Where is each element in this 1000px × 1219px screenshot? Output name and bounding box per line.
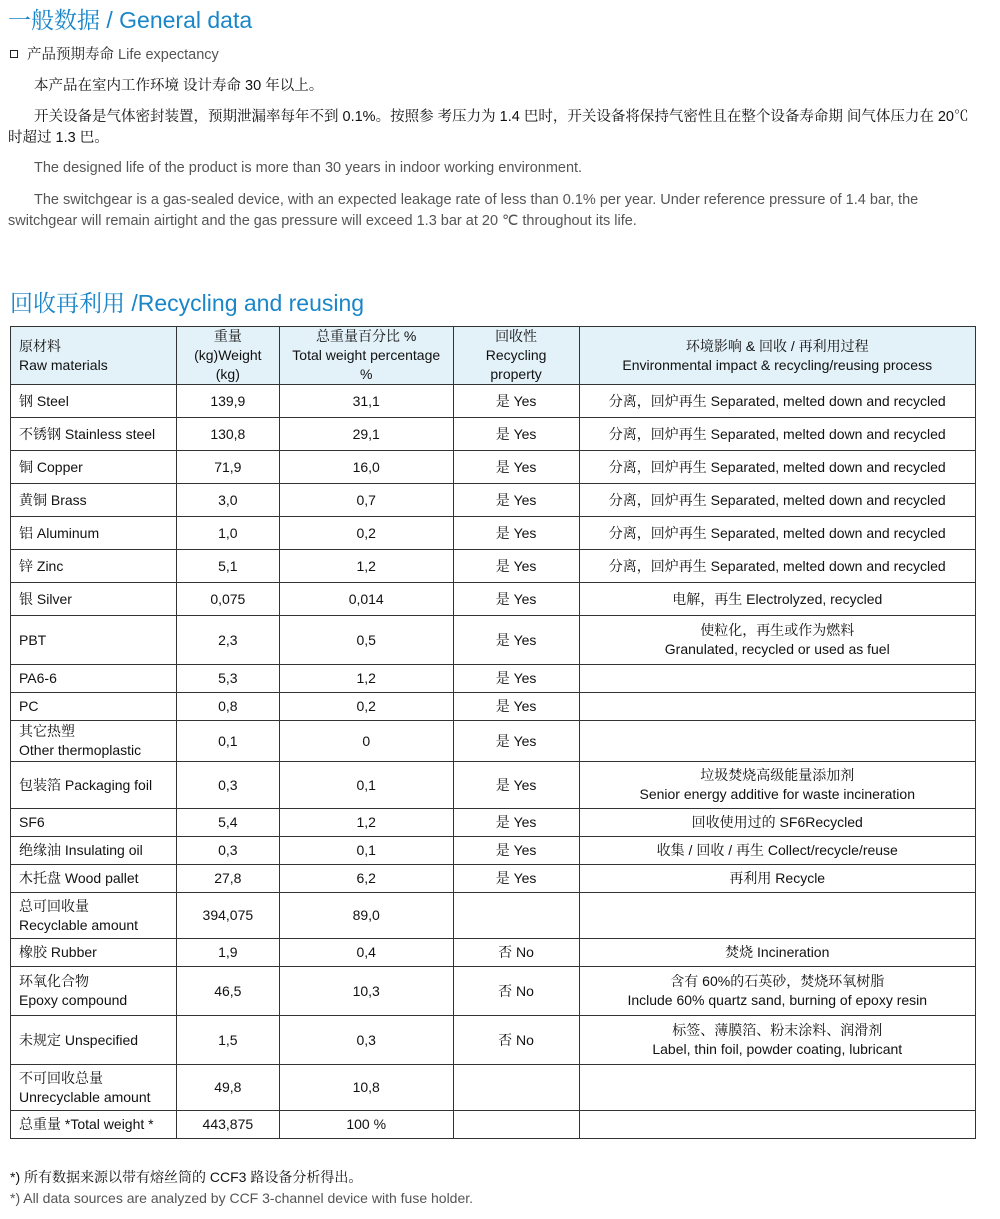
material-cell: 锌 Zinc bbox=[11, 550, 177, 583]
percentage-cell: 89,0 bbox=[279, 893, 453, 939]
table-row bbox=[11, 1016, 976, 1065]
weight-cell: 0,3 bbox=[176, 837, 279, 865]
table-row bbox=[11, 1111, 976, 1139]
material-cell: SF6 bbox=[11, 809, 177, 837]
weight-cell: 0,3 bbox=[176, 762, 279, 809]
table-row bbox=[11, 809, 976, 837]
process-cell: 焚烧 Incineration bbox=[579, 939, 975, 967]
process-cell: 分离，回炉再生 Separated, melted down and recycled bbox=[579, 451, 975, 484]
process-cell bbox=[579, 693, 975, 721]
table-row bbox=[11, 721, 976, 762]
general-data-heading: 一般数据 / General data bbox=[8, 7, 253, 33]
header-environmental-impact: 环境影响 & 回收 / 再利用过程 Environmental impact & recycling/reusing process bbox=[579, 327, 975, 385]
table-row bbox=[11, 550, 976, 583]
percentage-cell: 0,2 bbox=[279, 693, 453, 721]
recyclable-cell: 是 Yes bbox=[453, 418, 579, 451]
material-cell: PC bbox=[11, 693, 177, 721]
weight-cell: 3,0 bbox=[176, 484, 279, 517]
process-cell: 标签、薄膜箔、粉末涂料、润滑剂 Label, thin foil, powder coating, lubricant bbox=[579, 1016, 975, 1065]
table-row bbox=[11, 865, 976, 893]
material-cell: 黄铜 Brass bbox=[11, 484, 177, 517]
table-row bbox=[11, 385, 976, 418]
weight-cell: 1,9 bbox=[176, 939, 279, 967]
leakage-en: The switchgear is a gas-sealed device, with an expected leakage rate of less than 0.1% per year. Under reference pressure of 1.4 bar, the switchgear will remain airtight and the gas pressure will exceed 1.3 bar at 20 ℃ throughout its life. bbox=[8, 192, 919, 229]
weight-cell: 27,8 bbox=[176, 865, 279, 893]
recyclable-cell: 是 Yes bbox=[453, 693, 579, 721]
recyclable-cell: 是 Yes bbox=[453, 837, 579, 865]
life-expectancy-subheading bbox=[10, 43, 219, 64]
recyclable-cell: 否 No bbox=[453, 1016, 579, 1065]
material-cell: 铜 Copper bbox=[11, 451, 177, 484]
process-cell: 垃圾焚烧高级能量添加剂 Senior energy additive for waste incineration bbox=[579, 762, 975, 809]
process-cell: 使粒化，再生或作为燃料 Granulated, recycled or used as fuel bbox=[579, 616, 975, 665]
weight-cell: 2,3 bbox=[176, 616, 279, 665]
recyclable-cell: 是 Yes bbox=[453, 762, 579, 809]
header-raw-materials: 原材料 Raw materials bbox=[11, 327, 177, 385]
percentage-cell: 100 % bbox=[279, 1111, 453, 1139]
percentage-cell: 0 bbox=[279, 721, 453, 762]
recyclable-cell bbox=[453, 1065, 579, 1111]
material-cell: 银 Silver bbox=[11, 583, 177, 616]
percentage-cell: 31,1 bbox=[279, 385, 453, 418]
recyclable-cell: 是 Yes bbox=[453, 809, 579, 837]
percentage-cell: 0,5 bbox=[279, 616, 453, 665]
recyclable-cell: 是 Yes bbox=[453, 721, 579, 762]
percentage-cell: 0,7 bbox=[279, 484, 453, 517]
table-row bbox=[11, 484, 976, 517]
design-life-en: The designed life of the product is more than 30 years in indoor working environment. bbox=[34, 160, 583, 176]
process-cell: 分离，回炉再生 Separated, melted down and recycled bbox=[579, 484, 975, 517]
material-cell: 环氧化合物 Epoxy compound bbox=[11, 967, 177, 1016]
weight-cell: 0,8 bbox=[176, 693, 279, 721]
recyclable-cell bbox=[453, 1111, 579, 1139]
table-row bbox=[11, 616, 976, 665]
percentage-cell: 6,2 bbox=[279, 865, 453, 893]
recycling-table bbox=[10, 326, 976, 1139]
table-row bbox=[11, 665, 976, 693]
table-row bbox=[11, 451, 976, 484]
process-cell bbox=[579, 665, 975, 693]
recyclable-cell: 是 Yes bbox=[453, 484, 579, 517]
header-recycling-property: 回收性 Recycling property bbox=[453, 327, 579, 385]
material-cell: 包装箔 Packaging foil bbox=[11, 762, 177, 809]
recyclable-cell: 是 Yes bbox=[453, 451, 579, 484]
footnote-en: *) All data sources are analyzed by CCF 3-channel device with fuse holder. bbox=[10, 1190, 474, 1206]
recyclable-cell: 是 Yes bbox=[453, 517, 579, 550]
material-cell: 总可回收量 Recyclable amount bbox=[11, 893, 177, 939]
square-bullet-icon bbox=[10, 50, 18, 58]
process-cell: 再利用 Recycle bbox=[579, 865, 975, 893]
process-cell: 含有 60%的石英砂，焚烧环氧树脂 Include 60% quartz sand, burning of epoxy resin bbox=[579, 967, 975, 1016]
life-expectancy-zh: 产品预期寿命 bbox=[27, 47, 114, 63]
weight-cell: 5,4 bbox=[176, 809, 279, 837]
weight-cell: 443,875 bbox=[176, 1111, 279, 1139]
process-cell: 收集 / 回收 / 再生 Collect/recycle/reuse bbox=[579, 837, 975, 865]
process-cell: 分离，回炉再生 Separated, melted down and recycled bbox=[579, 418, 975, 451]
percentage-cell: 10,8 bbox=[279, 1065, 453, 1111]
design-life-zh: 本产品在室内工作环境 设计寿命 30 年以上。 bbox=[34, 78, 324, 94]
weight-cell: 1,5 bbox=[176, 1016, 279, 1065]
weight-cell: 5,1 bbox=[176, 550, 279, 583]
header-weight-percentage: 总重量百分比 % Total weight percentage % bbox=[279, 327, 453, 385]
recyclable-cell: 是 Yes bbox=[453, 616, 579, 665]
recyclable-cell: 是 Yes bbox=[453, 665, 579, 693]
process-cell: 分离，回炉再生 Separated, melted down and recycled bbox=[579, 550, 975, 583]
weight-cell: 5,3 bbox=[176, 665, 279, 693]
table-row bbox=[11, 693, 976, 721]
percentage-cell: 0,1 bbox=[279, 762, 453, 809]
weight-cell: 46,5 bbox=[176, 967, 279, 1016]
table-row bbox=[11, 762, 976, 809]
material-cell: 不可回收总量 Unrecyclable amount bbox=[11, 1065, 177, 1111]
percentage-cell: 1,2 bbox=[279, 550, 453, 583]
material-cell: PBT bbox=[11, 616, 177, 665]
weight-cell: 394,075 bbox=[176, 893, 279, 939]
life-expectancy-en: Life expectancy bbox=[118, 47, 219, 63]
weight-cell: 139,9 bbox=[176, 385, 279, 418]
percentage-cell: 1,2 bbox=[279, 665, 453, 693]
material-cell: 总重量 *Total weight * bbox=[11, 1111, 177, 1139]
process-cell: 电解，再生 Electrolyzed, recycled bbox=[579, 583, 975, 616]
process-cell bbox=[579, 1111, 975, 1139]
recyclable-cell bbox=[453, 893, 579, 939]
recyclable-cell: 是 Yes bbox=[453, 583, 579, 616]
percentage-cell: 1,2 bbox=[279, 809, 453, 837]
material-cell: PA6-6 bbox=[11, 665, 177, 693]
footnote-zh: *) 所有数据来源以带有熔丝筒的 CCF3 路设备分析得出。 bbox=[10, 1169, 363, 1185]
process-cell: 分离，回炉再生 Separated, melted down and recycled bbox=[579, 517, 975, 550]
process-cell bbox=[579, 721, 975, 762]
percentage-cell: 16,0 bbox=[279, 451, 453, 484]
recycling-heading: 回收再利用 /Recycling and reusing bbox=[10, 290, 365, 316]
header-weight: 重量 (kg)Weight (kg) bbox=[176, 327, 279, 385]
process-cell bbox=[579, 893, 975, 939]
process-cell: 分离，回炉再生 Separated, melted down and recycled bbox=[579, 385, 975, 418]
material-cell: 木托盘 Wood pallet bbox=[11, 865, 177, 893]
weight-cell: 0,1 bbox=[176, 721, 279, 762]
material-cell: 橡胶 Rubber bbox=[11, 939, 177, 967]
table-row bbox=[11, 583, 976, 616]
material-cell: 铝 Aluminum bbox=[11, 517, 177, 550]
recyclable-cell: 否 No bbox=[453, 967, 579, 1016]
leakage-zh: 开关设备是气体密封装置，预期泄漏率每年不到 0.1%。按照参 考压力为 1.4 巴时，开关设备将保持气密性且在整个设备寿命期 间气体压力在 20℃时超过 1.3 巴。 bbox=[8, 109, 969, 146]
percentage-cell: 0,2 bbox=[279, 517, 453, 550]
material-cell: 其它热塑 Other thermoplastic bbox=[11, 721, 177, 762]
recyclable-cell: 否 No bbox=[453, 939, 579, 967]
material-cell: 绝缘油 Insulating oil bbox=[11, 837, 177, 865]
weight-cell: 49,8 bbox=[176, 1065, 279, 1111]
weight-cell: 71,9 bbox=[176, 451, 279, 484]
process-cell bbox=[579, 1065, 975, 1111]
weight-cell: 0,075 bbox=[176, 583, 279, 616]
table-row bbox=[11, 517, 976, 550]
table-row bbox=[11, 1065, 976, 1111]
weight-cell: 130,8 bbox=[176, 418, 279, 451]
material-cell: 钢 Steel bbox=[11, 385, 177, 418]
table-header-row bbox=[11, 327, 976, 385]
percentage-cell: 0,3 bbox=[279, 1016, 453, 1065]
recyclable-cell: 是 Yes bbox=[453, 550, 579, 583]
material-cell: 不锈钢 Stainless steel bbox=[11, 418, 177, 451]
process-cell: 回收使用过的 SF6Recycled bbox=[579, 809, 975, 837]
table-row bbox=[11, 967, 976, 1016]
percentage-cell: 0,014 bbox=[279, 583, 453, 616]
recyclable-cell: 是 Yes bbox=[453, 865, 579, 893]
percentage-cell: 10,3 bbox=[279, 967, 453, 1016]
table-row bbox=[11, 939, 976, 967]
recyclable-cell: 是 Yes bbox=[453, 385, 579, 418]
table-row bbox=[11, 418, 976, 451]
percentage-cell: 0,1 bbox=[279, 837, 453, 865]
material-cell: 未规定 Unspecified bbox=[11, 1016, 177, 1065]
percentage-cell: 0,4 bbox=[279, 939, 453, 967]
table-row bbox=[11, 893, 976, 939]
weight-cell: 1,0 bbox=[176, 517, 279, 550]
table-row bbox=[11, 837, 976, 865]
percentage-cell: 29,1 bbox=[279, 418, 453, 451]
